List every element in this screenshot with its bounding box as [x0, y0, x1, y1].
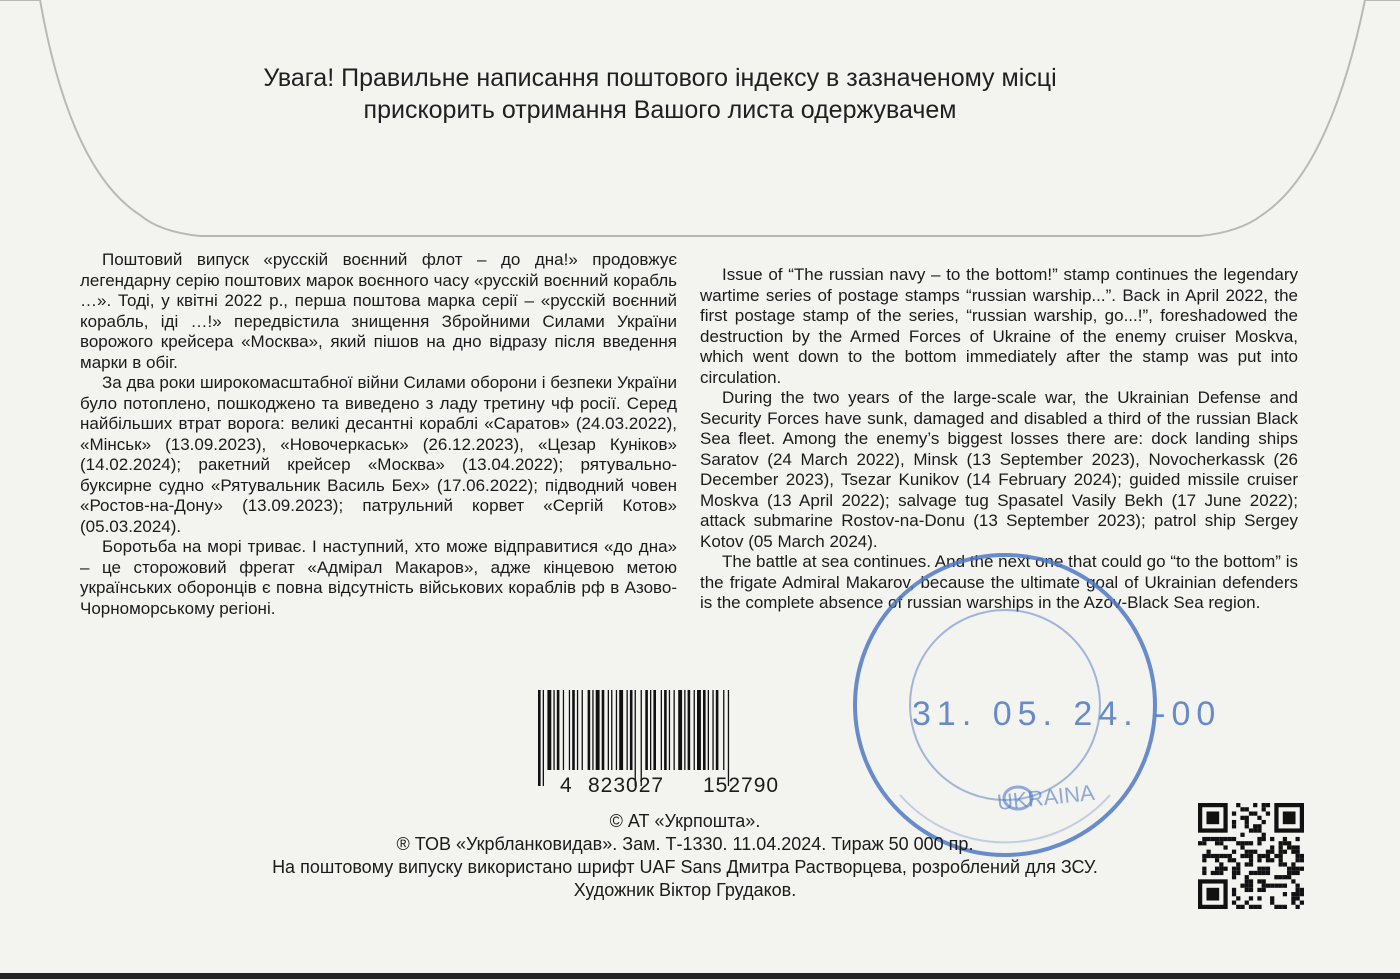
qr-module — [1245, 824, 1249, 828]
qr-module — [1262, 867, 1266, 871]
qr-module — [1236, 841, 1240, 845]
barcode-bar — [723, 690, 724, 770]
qr-module — [1249, 811, 1253, 815]
qr-module — [1211, 837, 1215, 841]
qr-module — [1253, 828, 1257, 832]
qr-module — [1223, 845, 1227, 849]
qr-module — [1223, 867, 1227, 871]
qr-module — [1253, 811, 1257, 815]
qr-module — [1219, 862, 1223, 866]
qr-module — [1279, 884, 1283, 888]
qr-module — [1279, 905, 1283, 909]
barcode-bar — [619, 690, 623, 770]
qr-module — [1262, 884, 1266, 888]
qr-module — [1266, 884, 1270, 888]
qr-module — [1270, 850, 1274, 854]
barcode-bar — [678, 690, 682, 770]
qr-module — [1257, 854, 1261, 858]
barcode-bar — [547, 690, 551, 770]
qr-code-icon — [1198, 803, 1304, 909]
qr-module — [1240, 807, 1244, 811]
barcode-group-2: 152790 — [703, 774, 780, 797]
barcode-bar — [650, 690, 651, 770]
barcode-bar — [661, 690, 662, 770]
barcode-bar — [716, 690, 719, 770]
qr-module — [1257, 841, 1261, 845]
qr-module — [1291, 901, 1295, 905]
qr-module — [1249, 850, 1253, 854]
qr-module — [1253, 871, 1257, 875]
qr-module — [1291, 867, 1295, 871]
qr-module — [1262, 820, 1266, 824]
credits-line-3: На поштовому випуску використано шрифт UAF Sans Дмитра Растворцева, розроблений для ЗСУ. — [272, 857, 1098, 877]
qr-module — [1245, 841, 1249, 845]
qr-module — [1274, 875, 1278, 879]
qr-module — [1296, 892, 1300, 896]
qr-module — [1257, 858, 1261, 862]
en-paragraph-1: Issue of “The russian navy – to the bottom!” stamp continues the legendary wartime series of postage stamps “russian warship...”. Back in April 2022, the first postage stamp of the series, “russian warship, go...!”, foreshadowed the destruction by the Armed Forces of Ukraine of the enemy cruiser Moskva, which went down to the bottom immediately after the stamp was put into circulation. — [700, 265, 1298, 387]
qr-module — [1266, 850, 1270, 854]
barcode-bar — [684, 690, 685, 770]
qr-module — [1266, 871, 1270, 875]
qr-module — [1291, 862, 1295, 866]
qr-module — [1249, 862, 1253, 866]
barcode-bar — [543, 690, 544, 786]
qr-module — [1296, 867, 1300, 871]
qr-module — [1279, 845, 1283, 849]
qr-module — [1270, 896, 1274, 900]
qr-finder — [1206, 811, 1219, 824]
qr-module — [1257, 824, 1261, 828]
qr-module — [1296, 858, 1300, 862]
barcode-bar — [645, 690, 648, 770]
postal-code-notice — [150, 62, 1170, 126]
qr-module — [1232, 837, 1236, 841]
barcode-bar — [608, 690, 609, 770]
qr-module — [1253, 824, 1257, 828]
qr-module — [1300, 858, 1304, 862]
qr-module — [1215, 837, 1219, 841]
qr-module — [1283, 884, 1287, 888]
qr-module — [1266, 854, 1270, 858]
qr-module — [1253, 850, 1257, 854]
qr-module — [1240, 816, 1244, 820]
qr-module — [1240, 845, 1244, 849]
barcode-bar — [669, 690, 670, 770]
qr-module — [1257, 905, 1261, 909]
qr-module — [1300, 888, 1304, 892]
qr-module — [1245, 807, 1249, 811]
qr-module — [1232, 901, 1236, 905]
barcode-bar — [592, 690, 593, 770]
barcode-bar — [557, 690, 560, 770]
qr-module — [1215, 858, 1219, 862]
barcode-bar — [563, 690, 564, 770]
qr-module — [1257, 879, 1261, 883]
qr-module — [1262, 803, 1266, 807]
qr-module — [1228, 837, 1232, 841]
qr-module — [1262, 871, 1266, 875]
qr-module — [1262, 888, 1266, 892]
qr-module — [1219, 871, 1223, 875]
qr-module — [1249, 905, 1253, 909]
qr-module — [1228, 858, 1232, 862]
qr-module — [1245, 854, 1249, 858]
qr-module — [1245, 820, 1249, 824]
qr-module — [1262, 854, 1266, 858]
qr-module — [1202, 858, 1206, 862]
qr-module — [1245, 879, 1249, 883]
notice-line-2: прискорить отримання Вашого листа одержувачем — [363, 96, 957, 124]
qr-module — [1257, 816, 1261, 820]
barcode-bar — [641, 690, 642, 786]
barcode-bar — [596, 690, 600, 770]
qr-module — [1245, 850, 1249, 854]
qr-module — [1270, 858, 1274, 862]
qr-module — [1232, 871, 1236, 875]
qr-module — [1296, 884, 1300, 888]
qr-module — [1245, 875, 1249, 879]
qr-module — [1291, 871, 1295, 875]
qr-module — [1270, 845, 1274, 849]
qr-module — [1236, 862, 1240, 866]
qr-module — [1232, 850, 1236, 854]
qr-module — [1257, 837, 1261, 841]
qr-module — [1296, 871, 1300, 875]
ua-paragraph-3: Боротьба на морі триває. І наступний, хто може відправитися «до дна» – це сторожовий фрегат «Адмірал Макаров», адже кінцевою метою українських оборонців є повна відсутність військових кораблів рф в Азово-Чорноморському регіоні. — [80, 537, 677, 618]
qr-module — [1283, 850, 1287, 854]
qr-module — [1262, 837, 1266, 841]
qr-module — [1283, 905, 1287, 909]
qr-module — [1287, 841, 1291, 845]
barcode-bar — [708, 690, 709, 770]
barcode-bar — [694, 690, 695, 770]
qr-module — [1283, 862, 1287, 866]
qr-module — [1232, 867, 1236, 871]
qr-module — [1291, 845, 1295, 849]
qr-module — [1249, 884, 1253, 888]
en-paragraph-3: The battle at sea continues. And the next one that could go “to the bottom” is the frigate Admiral Makarov, because the ultimate goal of Ukrainian defenders is the complete absence of russian warships in the Azov-Black Sea region. — [700, 552, 1298, 612]
qr-module — [1236, 867, 1240, 871]
qr-module — [1245, 862, 1249, 866]
barcode-bar — [569, 690, 570, 770]
qr-module — [1279, 854, 1283, 858]
qr-module — [1283, 841, 1287, 845]
qr-module — [1300, 867, 1304, 871]
qr-module — [1291, 850, 1295, 854]
barcode-bar — [630, 690, 633, 770]
qr-module — [1253, 905, 1257, 909]
qr-module — [1296, 896, 1300, 900]
qr-finder — [1283, 811, 1296, 824]
qr-module — [1240, 833, 1244, 837]
qr-module — [1249, 888, 1253, 892]
qr-module — [1249, 896, 1253, 900]
qr-module — [1202, 837, 1206, 841]
qr-module — [1266, 811, 1270, 815]
qr-module — [1206, 850, 1210, 854]
qr-module — [1206, 837, 1210, 841]
qr-module — [1274, 884, 1278, 888]
qr-module — [1202, 854, 1206, 858]
barcode-first-digit: 4 — [560, 774, 573, 797]
qr-module — [1262, 879, 1266, 883]
barcode-bar — [703, 690, 706, 770]
barcode-bar — [538, 690, 541, 786]
qr-module — [1249, 858, 1253, 862]
qr-module — [1232, 858, 1236, 862]
qr-module — [1240, 841, 1244, 845]
barcode-bar — [611, 690, 612, 770]
qr-module — [1266, 858, 1270, 862]
qr-module — [1296, 850, 1300, 854]
qr-module — [1223, 837, 1227, 841]
qr-module — [1262, 807, 1266, 811]
qr-module — [1257, 871, 1261, 875]
qr-module — [1253, 803, 1257, 807]
qr-module — [1283, 837, 1287, 841]
qr-module — [1266, 867, 1270, 871]
qr-module — [1236, 803, 1240, 807]
qr-module — [1232, 811, 1236, 815]
qr-module — [1287, 845, 1291, 849]
en-paragraph-2: During the two years of the large-scale war, the Ukrainian Defense and Security Forces have sunk, damaged and disabled a third of the russian Black Sea fleet. Among the enemy’s biggest losses there are: dock landing ships Saratov (24 March 2022), Minsk (13 September 2023), Novocherkassk (26 December 2023), Tsezar Kunikov (14 February 2024); guided missile cruiser Moskva (13 April 2022); salvage tug Spasatel Vasily Bekh (17 June 2022); attack submarine Rostov-na-Donu (13 September 2023); patrol ship Sergey Kotov (05 March 2024). — [700, 388, 1298, 551]
qr-module — [1296, 837, 1300, 841]
qr-module — [1245, 901, 1249, 905]
barcode-bar — [582, 690, 583, 770]
qr-module — [1211, 871, 1215, 875]
barcode-bar — [712, 690, 713, 770]
qr-module — [1270, 884, 1274, 888]
barcode-bar — [728, 690, 729, 786]
qr-module — [1215, 841, 1219, 845]
qr-module — [1202, 871, 1206, 875]
qr-module — [1257, 896, 1261, 900]
barcode-bar — [674, 690, 675, 770]
qr-module — [1279, 850, 1283, 854]
qr-module — [1198, 841, 1202, 845]
qr-module — [1215, 871, 1219, 875]
credits-line-4: Художник Віктор Грудаков. — [573, 880, 797, 900]
qr-module — [1279, 875, 1283, 879]
barcode-bar — [664, 690, 667, 770]
qr-module — [1257, 867, 1261, 871]
qr-module — [1249, 879, 1253, 883]
qr-module — [1257, 828, 1261, 832]
qr-module — [1274, 854, 1278, 858]
barcode-bar — [616, 690, 617, 770]
qr-module — [1279, 858, 1283, 862]
qr-module — [1249, 871, 1253, 875]
qr-module — [1202, 867, 1206, 871]
qr-module — [1249, 828, 1253, 832]
qr-module — [1236, 896, 1240, 900]
qr-module — [1249, 854, 1253, 858]
qr-module — [1266, 803, 1270, 807]
qr-module — [1274, 905, 1278, 909]
qr-module — [1219, 841, 1223, 845]
qr-module — [1257, 888, 1261, 892]
qr-module — [1215, 867, 1219, 871]
qr-module — [1283, 875, 1287, 879]
qr-module — [1296, 845, 1300, 849]
qr-module — [1236, 905, 1240, 909]
qr-module — [1300, 892, 1304, 896]
qr-module — [1211, 854, 1215, 858]
barcode-bar — [572, 690, 575, 770]
qr-module — [1296, 905, 1300, 909]
qr-module — [1240, 884, 1244, 888]
credits-line-2: ® ТОВ «Укрбланковидав». Зам. Т-1330. 11.04.2024. Тираж 50 000 пр. — [396, 834, 974, 854]
qr-module — [1219, 867, 1223, 871]
qr-module — [1232, 892, 1236, 896]
qr-module — [1279, 862, 1283, 866]
qr-module — [1287, 875, 1291, 879]
qr-module — [1300, 901, 1304, 905]
qr-module — [1223, 854, 1227, 858]
qr-module — [1270, 837, 1274, 841]
qr-module — [1240, 854, 1244, 858]
barcode-bar — [577, 690, 578, 770]
qr-module — [1287, 867, 1291, 871]
qr-module — [1296, 854, 1300, 858]
barcode-bar — [635, 690, 636, 786]
qr-module — [1296, 888, 1300, 892]
barcode-group-1: 823027 — [588, 774, 665, 797]
notice-line-1: Увага! Правильне написання поштового індексу в зазначеному місці — [263, 64, 1057, 92]
qr-finder — [1206, 888, 1219, 901]
qr-module — [1240, 905, 1244, 909]
barcode-bar — [653, 690, 656, 770]
qr-module — [1232, 820, 1236, 824]
qr-module — [1202, 841, 1206, 845]
postmark-country: UKRAINA — [995, 779, 1096, 815]
qr-module — [1279, 841, 1283, 845]
qr-module — [1270, 901, 1274, 905]
barcode-bar — [588, 690, 591, 770]
publication-credits — [180, 810, 1190, 902]
qr-module — [1219, 837, 1223, 841]
ua-paragraph-2: За два роки широкомасштабної війни Силами оборони і безпеки України було потоплено, пошкоджено та виведено з ладу третину чф росії. Серед найбільших втрат ворога: великі десантні кораблі «Саратов» (24.03.2022), «Мінськ» (13.09.2023), «Новочеркаськ» (26.12.2023), «Цезар Куніков» (14.02.2024); ракетний крейсер «Москва» (13.04.2022); рятувально-буксирне судно «Рятувальник Василь Бех» (17.06.2022); підводний човен «Ростов-на-Дону» (13.09.2023); патрульний корвет «Сергій Котов» (05.03.2024). — [80, 373, 677, 536]
qr-module — [1249, 841, 1253, 845]
credits-line-1: © АТ «Укрпошта». — [609, 811, 761, 831]
barcode-bar — [688, 690, 691, 770]
qr-module — [1232, 888, 1236, 892]
qr-module — [1283, 892, 1287, 896]
qr-module — [1291, 896, 1295, 900]
ua-paragraph-1: Поштовий випуск «русскій воєнний флот – до дна!» продовжує легендарну серію поштових марок воєнного часу «русскій воєнний корабль …». Тоді, у квітні 2022 р., перша поштова марка серії – «русскій воєнний корабль, іді …!» передвістила знищення Збройними Силами України ворожого крейсера «Москва», який пішов на дно відразу після введення марки в обіг. — [80, 250, 677, 372]
qr-module — [1245, 884, 1249, 888]
qr-module — [1291, 879, 1295, 883]
qr-module — [1245, 816, 1249, 820]
qr-module — [1232, 824, 1236, 828]
qr-module — [1215, 854, 1219, 858]
qr-module — [1228, 854, 1232, 858]
qr-module — [1236, 871, 1240, 875]
qr-module — [1300, 854, 1304, 858]
postmark-date: 31. 05. 24. -00 — [912, 695, 1222, 733]
barcode-bar — [602, 690, 605, 770]
qr-module — [1219, 854, 1223, 858]
qr-module — [1287, 871, 1291, 875]
barcode-bar — [697, 690, 701, 770]
qr-module — [1245, 888, 1249, 892]
barcode-bar — [553, 690, 554, 770]
qr-module — [1262, 833, 1266, 837]
barcode-bar — [627, 690, 628, 770]
qr-module — [1206, 854, 1210, 858]
ukrainian-description — [80, 250, 677, 619]
qr-module — [1232, 875, 1236, 879]
qr-module — [1291, 892, 1295, 896]
